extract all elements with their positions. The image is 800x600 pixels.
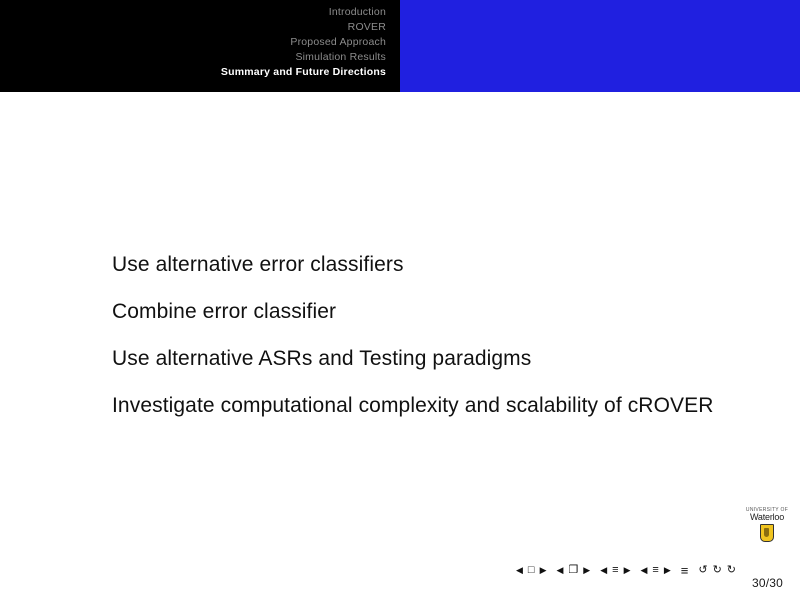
beamer-navigation-bar[interactable] <box>516 560 736 580</box>
nav-item-proposed-approach[interactable]: Proposed Approach <box>290 36 386 49</box>
nav-item-summary-and-future-directions[interactable]: Summary and Future Directions <box>220 65 386 78</box>
header-left-panel <box>0 0 400 92</box>
shield-icon <box>760 524 774 542</box>
logo-top-line: UNIVERSITY OF <box>745 507 789 513</box>
list-item: Use alternative error classifiers <box>112 253 404 276</box>
list-item: Use alternative ASRs and Testing paradigms <box>112 346 532 370</box>
next-frame-icon[interactable]: ▶ <box>539 564 547 575</box>
document-icon[interactable]: ≡ <box>680 562 689 578</box>
nav-item-rover[interactable]: ROVER <box>347 21 386 34</box>
slide-content <box>112 252 732 420</box>
next-section-icon[interactable]: ▶ <box>623 564 631 575</box>
prev-frame-icon[interactable]: ◀ <box>516 564 523 575</box>
subsection-icon[interactable]: ❐ <box>568 563 579 576</box>
section-icon[interactable]: ≡ <box>612 563 619 576</box>
part-icon[interactable]: ≡ <box>652 563 659 576</box>
first-frame-icon[interactable]: □ <box>527 563 535 576</box>
header-right-panel <box>400 0 800 92</box>
section-navigation[interactable] <box>221 5 386 79</box>
prev-subsection-icon[interactable]: ◀ <box>556 564 564 575</box>
nav-item-simulation-results[interactable]: Simulation Results <box>295 50 386 63</box>
nav-item-introduction[interactable]: Introduction <box>328 6 386 19</box>
university-logo <box>744 508 790 558</box>
prev-part-icon[interactable]: ◀ <box>640 564 648 575</box>
prev-section-icon[interactable]: ◀ <box>600 564 608 575</box>
refresh-icon[interactable]: ↻ <box>726 563 736 576</box>
next-subsection-icon[interactable]: ▶ <box>583 564 591 575</box>
page-number: 30/30 <box>752 576 784 590</box>
slide-header <box>0 0 800 92</box>
logo-wordmark: Waterloo <box>749 512 785 522</box>
forward-icon[interactable]: ↻ <box>712 563 722 576</box>
back-icon[interactable]: ↺ <box>698 563 708 576</box>
list-item: Investigate computational complexity and scalability of cROVER <box>112 393 714 417</box>
list-item: Combine error classifier <box>112 299 337 323</box>
next-part-icon[interactable]: ▶ <box>663 564 671 575</box>
